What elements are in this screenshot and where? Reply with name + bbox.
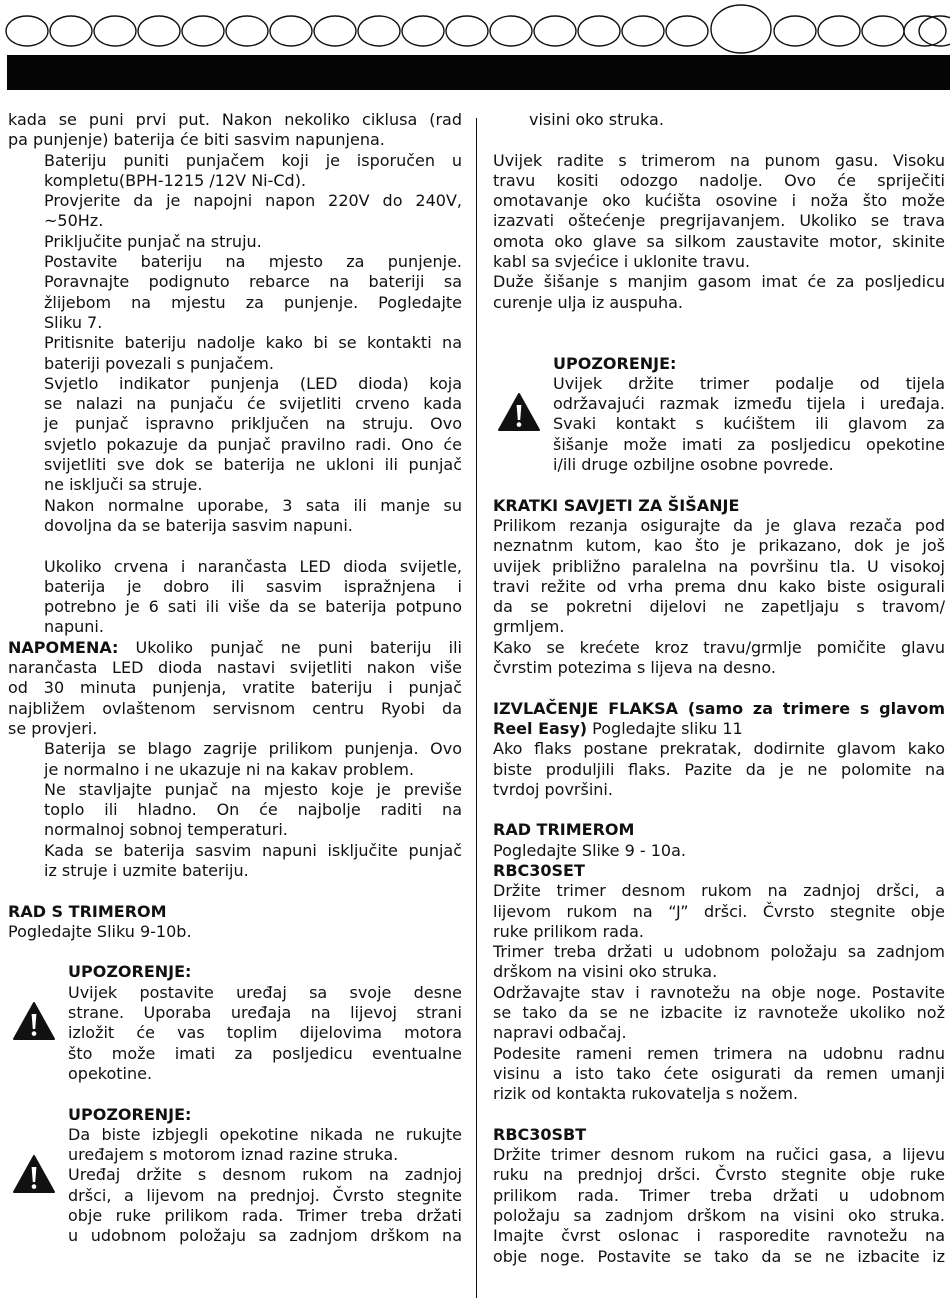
text-line: Postavite bateriju na mjesto za punjenje. — [44, 252, 462, 272]
tab-oval — [862, 16, 904, 46]
tab-oval — [6, 16, 48, 46]
text-line: drškom na visini oko struka. — [493, 962, 718, 982]
tab-oval — [314, 16, 356, 46]
section-heading: RBC30SBT — [493, 1124, 587, 1144]
text-line: napuni. — [44, 617, 104, 637]
text-line: Bateriju puniti punjačem koji je isporučen u — [44, 150, 462, 170]
text-line: uvijek približno paralelna na površinu tla. U visokoj — [493, 556, 945, 576]
text-line: curenje ulja iz auspuha. — [493, 292, 683, 312]
text-line: omota oko glave sa silkom zaustavite motor, skinite — [493, 231, 945, 251]
tab-oval — [182, 16, 224, 46]
text-line: pa punjenje) baterija će biti sasvim napunjena. — [8, 130, 385, 150]
tab-oval — [446, 16, 488, 46]
text-line: narančasta LED dioda nastavi svijetliti nakon više — [8, 658, 462, 678]
text-line: dršci, a lijevom na prednjoj. Čvrsto stegnite — [68, 1185, 462, 1205]
spacer — [8, 881, 462, 901]
text-line: ne isključi sa struje. — [44, 475, 203, 495]
tab-oval — [50, 16, 92, 46]
text-line: prilikom rada. Trimer treba držati u udobnom — [493, 1185, 945, 1205]
tab-oval — [270, 16, 312, 46]
text-line: šišanje može imati za posljedicu opekotine — [553, 434, 945, 454]
text-line: Duže šišanje s manjim gasom imat će za posljedicu — [493, 272, 945, 292]
text-line: Baterija se blago zagrije prilikom punjenja. Ovo — [44, 739, 462, 759]
tab-oval — [622, 16, 664, 46]
text-line: biste produljili flaks. Pazite da je ne polomite na — [493, 759, 945, 779]
text-line: ruke prilikom rada. — [493, 921, 644, 941]
spacer — [493, 678, 945, 698]
spacer — [493, 333, 945, 353]
text-line: Prilikom rezanja osigurajte da je glava rezača pod — [493, 515, 945, 535]
tab-oval — [402, 16, 444, 46]
text-line: neznatnm kutom, kao što je prikazano, dok je još — [493, 536, 945, 556]
text-line: izložit će vas toplim dijelovima motora — [68, 1023, 462, 1043]
text-line: opekotine. — [68, 1063, 153, 1083]
text-line: da se pokretni dijelovi ne zapetljaju s travom/ — [493, 597, 945, 617]
text-line: Svjetlo indikator punjenja (LED dioda) koja — [44, 373, 462, 393]
tab-oval — [138, 16, 180, 46]
text-line: Održavajte stav i ravnotežu na obje noge. Postavite — [493, 982, 945, 1002]
text-line: travi režite od vrha prema dnu kako biste osigurali — [493, 576, 945, 596]
text-line: dovoljna da se baterija sasvim napuni. — [44, 515, 353, 535]
text-line: kompletu(BPH-1215 /12V Ni-Cd). — [44, 170, 307, 190]
text-line: Ako flaks postane prekratak, dodirnite glavom kako — [493, 739, 945, 759]
tab-oval — [666, 16, 708, 46]
text-line: Uređaj držite s desnom rukom na zadnjoj — [68, 1165, 462, 1185]
spacer — [8, 1084, 462, 1104]
text-line: je punjač ispravno priključen na struju. Ovo — [44, 414, 462, 434]
text-line: kabl sa svjećice i uklonite travu. — [493, 252, 751, 272]
text-line: grmljem. — [493, 617, 565, 637]
text-line: Imajte čvrst oslonac i rasporedite ravnotežu na — [493, 1226, 945, 1246]
text-line: obje noge. Postavite se tako da se ne izbacite iz — [493, 1246, 945, 1266]
text-line: kada se puni prvi put. Nakon nekoliko ciklusa (rad — [8, 110, 462, 129]
section-heading: KRATKI SAVJETI ZA ŠIŠANJE — [493, 495, 740, 515]
active-tab-oval — [711, 5, 771, 53]
tab-oval — [578, 16, 620, 46]
text-line: baterija je dobro ili sasvim ispražnjena i — [44, 576, 462, 596]
section-heading: UPOZORENJE: — [553, 353, 677, 373]
text-line: napravi odbačaj. — [493, 1023, 627, 1043]
text-line: se tako da se ne izbacite iz ravnoteže ukoliko nož — [493, 1003, 945, 1023]
text-line: Uvijek držite trimer podalje od tijela — [553, 373, 945, 393]
text-line: tvrdoj površini. — [493, 779, 613, 799]
warning-block — [8, 1105, 462, 1247]
right-column — [493, 110, 945, 1267]
text-line: bateriji povezali s punjačem. — [44, 353, 274, 373]
warning-triangle-icon — [497, 392, 541, 432]
text-line — [8, 638, 462, 658]
text-line: održavajući razmak između tijela i uređaja. — [553, 394, 945, 414]
text-line: izazvati oštećenje pregrijavanjem. Ukoliko se trava — [493, 211, 945, 231]
tab-oval — [94, 16, 136, 46]
text-line: Podesite rameni remen trimera na udobnu radnu — [493, 1043, 945, 1063]
text-line: Ne stavljajte punjač na mjesto koje je previše — [44, 779, 462, 799]
header-bar — [7, 55, 950, 90]
text-line: Pogledajte Slike 9 - 10a. — [493, 840, 686, 860]
text-line: strane. Uporaba uređaja na lijevoj strani — [68, 1003, 462, 1023]
text-line: potrebno je 6 sati ili više da se baterija potpuno — [44, 597, 462, 617]
warning-block — [8, 962, 462, 1084]
text-line: se nalazi na punjaču će svijetliti crveno kada — [44, 394, 462, 414]
line-text: Pogledajte sliku 11 — [587, 718, 743, 738]
text-line: obje ruke prilikom rada. Trimer treba držati — [68, 1206, 462, 1226]
text-line: omotavanje oko kućišta osovine i noža što može — [493, 191, 945, 211]
text-line: Uvijek radite s trimerom na punom gasu. Visoku — [493, 150, 945, 170]
section-heading: UPOZORENJE: — [68, 962, 192, 982]
spacer — [493, 800, 945, 820]
tab-oval — [534, 16, 576, 46]
section-heading: RBC30SET — [493, 860, 585, 880]
text-line: se provjeri. — [8, 718, 98, 738]
tab-oval — [358, 16, 400, 46]
bold-lead: NAPOMENA: — [8, 637, 119, 657]
text-line: iz struje i uzmite bateriju. — [44, 860, 249, 880]
tab-oval — [818, 16, 860, 46]
text-line: Držite trimer desnom rukom na ručici gasa, a lijevu — [493, 1145, 945, 1165]
text-line: lijevom rukom na “J” dršci. Čvrsto stegnite obje — [493, 901, 945, 921]
tab-oval — [774, 16, 816, 46]
text-line: od 30 minuta punjenja, vratite bateriju i punjač — [8, 678, 462, 698]
warning-block — [493, 354, 945, 476]
section-heading: IZVLAČENJE FLAKSA (samo za trimere s glavom — [493, 698, 945, 718]
text-line: u udobnom položaju sa zadnjom drškom na — [68, 1226, 462, 1246]
language-tab-ovals — [0, 0, 950, 55]
text-line: svjetlo pokazuje da punjač pravilno radi. Ono će — [44, 434, 462, 454]
tab-oval — [226, 16, 268, 46]
text-line: Uvijek postavite uređaj sa svoje desne — [68, 982, 462, 1002]
spacer — [493, 313, 945, 333]
spacer — [8, 536, 462, 556]
text-line: Kako se krećete kroz travu/grmlje pomičite glavu — [493, 637, 945, 657]
text-line: toplo ili hladno. On će najbolje raditi na — [44, 800, 462, 820]
spacer — [493, 475, 945, 495]
text-line: normalnoj sobnoj temperaturi. — [44, 820, 288, 840]
text-line: Priključite punjač na struju. — [44, 231, 262, 251]
text-line — [493, 719, 945, 739]
text-line: Držite trimer desnom rukom na zadnjoj dršci, a — [493, 881, 945, 901]
spacer — [8, 942, 462, 962]
text-line: uređajem s motorom iznad razine struka. — [68, 1145, 399, 1165]
text-line: najbližem ovlaštenom servisnom centru Ryobi da — [8, 698, 462, 718]
text-line: Sliku 7. — [44, 312, 103, 332]
text-line: Ukoliko crvena i narančasta LED dioda svijetle, — [44, 556, 462, 576]
text-line: travu kositi odozgo nadolje. Ovo će spriječiti — [493, 170, 945, 190]
text-line: Da biste izbjegli opekotine nikada ne rukujte — [68, 1124, 462, 1144]
text-line: visini oko struka. — [529, 110, 664, 129]
text-line: Pogledajte Sliku 9-10b. — [8, 921, 192, 941]
column-divider — [476, 118, 477, 1298]
text-line: je normalno i ne ukazuje ni na kakav problem. — [44, 759, 415, 779]
text-line: čvrstim potezima s lijeva na desno. — [493, 658, 777, 678]
text-line: žlijebom na mjestu za punjenje. Pogledajte — [44, 292, 462, 312]
left-column — [8, 110, 462, 1247]
line-text: Ukoliko punjač ne puni bateriju ili — [118, 637, 462, 657]
text-line: i/ili druge ozbiljne osobne povrede. — [553, 455, 834, 475]
text-line: Svaki kontakt s kućištem ili glavom za — [553, 414, 945, 434]
text-line: što može imati za posljedicu eventualne — [68, 1043, 462, 1063]
text-line: rizik od kontakta rukovatelja s nožem. — [493, 1084, 799, 1104]
text-line: Poravnajte podignuto rebarce na bateriji sa — [44, 272, 462, 292]
text-line: Provjerite da je napojni napon 220V do 240V, — [44, 191, 462, 211]
text-line: visinu a isto tako ćete osigurati da remen umanji — [493, 1063, 945, 1083]
section-heading: UPOZORENJE: — [68, 1104, 192, 1124]
bold-lead: Reel Easy) — [493, 718, 588, 738]
text-line: svijetliti sve dok se baterija ne ukloni ili punjač — [44, 455, 462, 475]
tab-oval — [490, 16, 532, 46]
text-line: Nakon normalne uporabe, 3 sata ili manje su — [44, 495, 462, 515]
text-line: Trimer treba držati u udobnom položaju sa zadnjom — [493, 942, 945, 962]
section-heading: RAD S TRIMEROM — [8, 901, 167, 921]
warning-triangle-icon — [12, 1154, 56, 1194]
section-heading: RAD TRIMEROM — [493, 820, 635, 840]
text-line: ~50Hz. — [44, 211, 104, 231]
spacer — [493, 1105, 945, 1125]
warning-triangle-icon — [12, 1001, 56, 1041]
text-line: Kada se baterija sasvim napuni isključite punjač — [44, 840, 462, 860]
spacer — [493, 130, 945, 150]
text-line: ruku na prednjoj dršci. Čvrsto stegnite obje ruke — [493, 1165, 945, 1185]
text-line: Pritisnite bateriju nadolje kako bi se kontakti na — [44, 333, 462, 353]
text-line: položaju sa zadnjom drškom na visini oko struka. — [493, 1206, 945, 1226]
